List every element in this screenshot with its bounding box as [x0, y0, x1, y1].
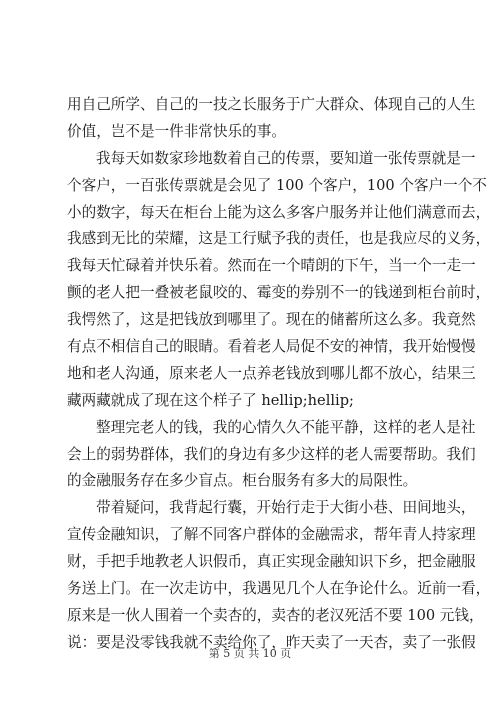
text-line: 说：要是没零钱我就不卖给你了，昨天卖了一天杏，卖了一张假	[67, 633, 476, 651]
text-line: 原来是一伙人围着一个卖杏的，卖杏的老汉死活不要 100 元钱，	[67, 606, 484, 624]
paragraph-4	[67, 495, 491, 656]
text-line: 我每天如数家珍地数着自己的传票，要知道一张传票就是一	[96, 149, 476, 167]
text-line: 务送上门。在一次走访中，我遇见几个人在争论什么。近前一看，	[67, 580, 491, 598]
text-line: 地和老人沟通，原来老人一点养老钱放到哪儿都不放心，结果三	[67, 364, 476, 382]
text-line: 我愕然了，这是把钱放到哪里了。现在的储蓄所这么多。我竟然	[67, 311, 476, 329]
paragraph-3	[67, 415, 476, 496]
text-line: 我感到无比的荣耀，这是工行赋予我的责任，也是我应尽的义务，	[67, 230, 491, 248]
text-line: 会上的弱势群体，我们的身边有多少这样的老人需要帮助。我们	[67, 445, 476, 463]
text-line: 颤的老人把一叠被老鼠咬的、霉变的券别不一的钱递到柜台前时，	[67, 284, 491, 302]
text-line: 的金融服务存在多少盲点。柜台服务有多大的局限性。	[67, 472, 418, 490]
text-line: 价值，岂不是一件非常快乐的事。	[67, 122, 286, 140]
text-line: 宣传金融知识，了解不同客户群体的金融需求，帮年青人持家理	[67, 526, 476, 544]
text-line: 我每天忙碌着并快乐着。然而在一个晴朗的下午，当一个一走一	[67, 257, 476, 275]
text-line: 整理完老人的钱，我的心情久久不能平静，这样的老人是社	[96, 418, 476, 436]
text-line: 带着疑问，我背起行囊，开始行走于大街小巷、田间地头，	[96, 499, 476, 517]
text-line: 有点不相信自己的眼睛。看着老人局促不安的神情，我开始慢慢	[67, 338, 476, 356]
document-body	[67, 92, 491, 657]
text-line: 藏两藏就成了现在这个样子了 hellip;hellip;	[67, 391, 354, 409]
text-line: 小的数字，每天在柜台上能为这么多客户服务并让他们满意而去，	[67, 203, 491, 221]
text-line: 用自己所学、自己的一技之长服务于广大群众、体现自己的人生	[67, 96, 476, 113]
page-number-footer: 第 5 页 共 10 页	[208, 647, 292, 660]
text-line: 财，手把手地教老人识假币，真正实现金融知识下乡，把金融服	[67, 553, 476, 571]
paragraph-1	[67, 92, 476, 146]
paragraph-2	[67, 146, 491, 415]
text-line: 个客户，一百张传票就是会见了 100 个客户，100 个客户一个不	[67, 176, 487, 194]
